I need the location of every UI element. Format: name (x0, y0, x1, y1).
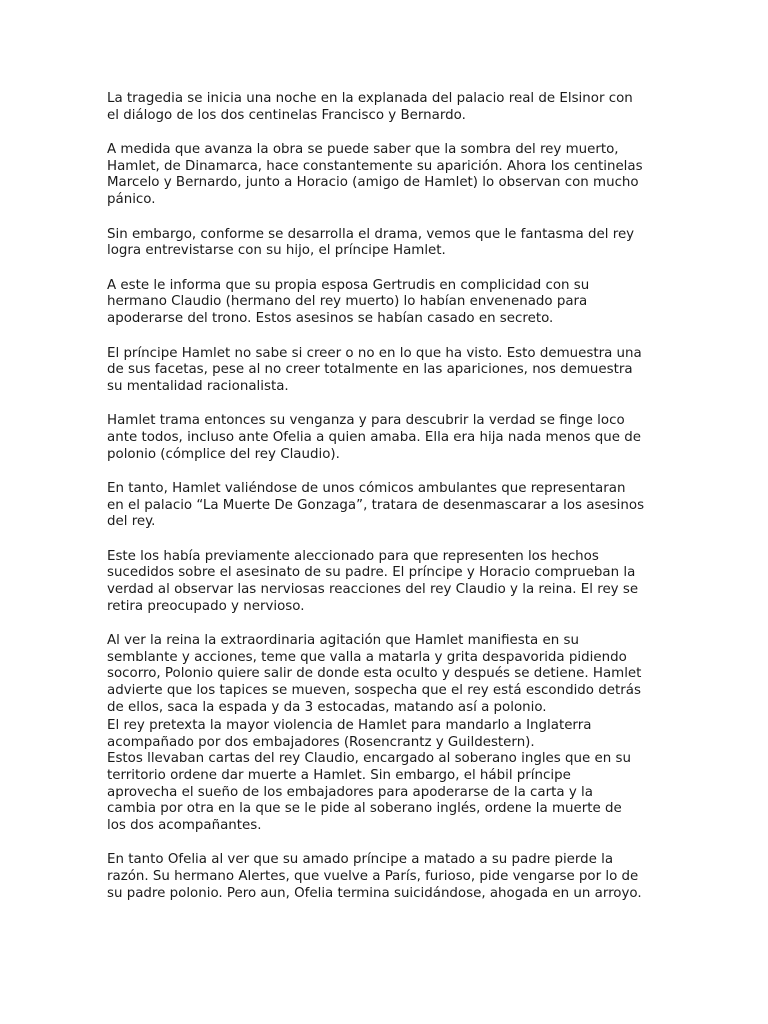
document-page (107, 91, 667, 920)
paragraph-11: En tanto Ofelia al ver que su amado príncipe a matado a su padre pierde la razón. Su hermano Alertes, que vuelve a París, furioso, pide vengarse por lo de su padre polonio. Pero aun, Ofelia termina suicidándose, ahogada en un arroyo. (107, 852, 642, 901)
paragraph-7: En tanto, Hamlet valiéndose de unos cómicos ambulantes que representaran en el palacio “La Muerte De Gonzaga”, tratara de desenmascarar a los asesinos del rey. (107, 481, 645, 530)
paragraph-2: A medida que avanza la obra se puede saber que la sombra del rey muerto, Hamlet, de Dinamarca, hace constantemente su aparición. Ahora los centinelas Marcelo y Bernardo, junto a Horacio (amigo de Hamlet) lo observan con mucho pánico. (107, 142, 643, 207)
paragraph-3: Sin embargo, conforme se desarrolla el drama, vemos que le fantasma del rey logra entrevistarse con su hijo, el príncipe Hamlet. (107, 226, 635, 259)
paragraph-4: A este le informa que su propia esposa Gertrudis en complicidad con su hermano Claudio (hermano del rey muerto) lo habían envenenado para apoderarse del trono. Estos asesinos se habían casado en secreto. (107, 277, 590, 326)
paragraph-10: El rey pretexta la mayor violencia de Hamlet para mandarlo a Inglaterra acompañado por dos embajadores (Rosencrantz y Guildestern). Estos llevaban cartas del rey Claudio, encargado al soberano ingles que en su territorio ordene dar muerte a Hamlet. Sin embargo, el hábil príncipe aprovecha el sueño de los embajadores para apoderarse de la carta y la cambia por otra en la que se le pide al soberano inglés, ordene la muerte de los dos acompañantes. (107, 718, 631, 833)
paragraph-8: Este los había previamente aleccionado para que representen los hechos sucedidos sobre el asesinato de su padre. El príncipe y Horacio comprueban la verdad al observar las nerviosas reacciones del rey Claudio y la reina. El rey se retira preocupado y nervioso. (107, 548, 639, 614)
paragraph-6: Hamlet trama entonces su venganza y para descubrir la verdad se finge loco ante todos, incluso ante Ofelia a quien amaba. Ella era hija nada menos que de polonio (cómplice del rey Claudio). (107, 413, 641, 462)
paragraph-5: El príncipe Hamlet no sabe si creer o no en lo que ha visto. Esto demuestra una de sus facetas, pese al no creer totalmente en las apariciones, nos demuestra su mentalidad racionalista. (107, 345, 642, 394)
paragraph-9: Al ver la reina la extraordinaria agitación que Hamlet manifiesta en su semblante y acciones, teme que valla a matarla y grita despavorida pidiendo socorro, Polonio quiere salir de donde esta oculto y después se detiene. Hamlet advierte que los tapices se mueven, sospecha que el rey está escondido detrás de ellos, saca la espada y da 3 estocadas, matando así a polonio. (107, 633, 642, 715)
paragraph-1: La tragedia se inicia una noche en la explanada del palacio real de Elsinor con el diálogo de los dos centinelas Francisco y Bernardo. (107, 91, 633, 123)
